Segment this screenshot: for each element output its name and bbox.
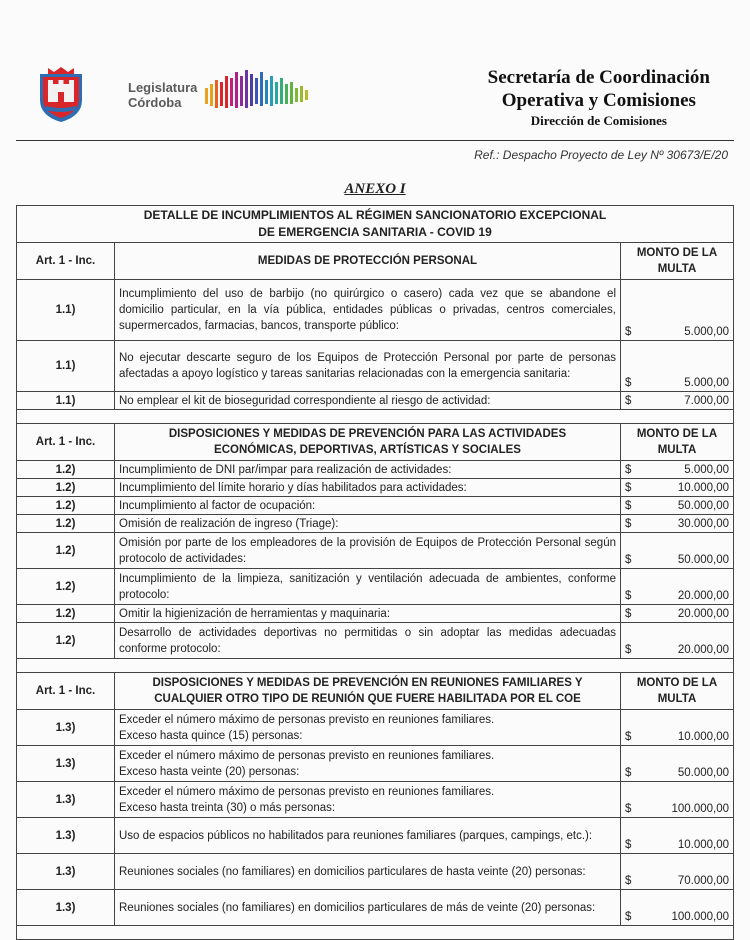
currency-symbol: $ [625,377,632,389]
amount-cell [621,854,734,890]
amount-cell [621,280,734,341]
section-heading [115,673,621,710]
inc-cell [17,515,115,533]
inc-number: 1.3) [55,757,76,770]
infraction-description: Incumplimiento del límite horario y días habilitados para actividades: [119,481,467,494]
currency-symbol: $ [625,326,632,338]
description-cell [115,515,621,533]
sanctions-table [16,205,734,940]
amount-cell [621,782,734,818]
col-header-monto-line1: MONTO DE LA [636,428,718,440]
amount-cell [621,605,734,623]
table-row [17,605,734,623]
amount-cell [621,533,734,569]
inc-cell [17,782,115,818]
amount-cell [621,461,734,479]
legislatura-line2: Córdoba [128,95,182,110]
amount-cell [621,623,734,659]
currency-symbol: $ [625,803,632,815]
amount-cell [621,818,734,854]
amount-cell [621,515,734,533]
infraction-description: Incumplimiento de DNI par/impar para realización de actividades: [119,463,452,476]
fine-amount: 100.000,00 [671,803,729,815]
col-header-inc [17,243,115,280]
col-header-monto-line1: MONTO DE LA [636,247,718,259]
inc-number: 1.1) [55,394,76,407]
fine-amount: 10.000,00 [677,839,729,851]
table-title-row [17,206,734,243]
table-title-line2: DE EMERGENCIA SANITARIA - COVID 19 [258,225,492,239]
fine-amount: 50.000,00 [677,767,729,779]
anexo-title: ANEXO I [344,181,406,197]
description-cell [115,710,621,746]
fine-amount: 100.000,00 [671,911,729,923]
col-header-monto [621,243,734,280]
inc-number: 1.2) [55,481,76,494]
col-header-inc-label: Art. 1 - Inc. [35,436,96,448]
infraction-description: Incumplimiento de la limpieza, sanitización y ventilación adecuada de ambientes, conforme protocolo: [119,572,616,601]
letterhead [0,0,750,162]
description-cell [115,746,621,782]
col-header-inc [17,424,115,461]
fine-amount: 7.000,00 [684,395,729,407]
description-cell [115,890,621,926]
inc-number: 1.3) [55,901,76,914]
section-spacer-row [17,410,734,424]
inc-number: 1.1) [55,304,76,316]
section-heading-line1: DISPOSICIONES Y MEDIDAS DE PREVENCIÓN PARA LAS ACTIVIDADES [168,428,567,440]
infraction-description: Exceder el número máximo de personas previsto en reuniones familiares. [119,749,495,762]
table-row [17,392,734,410]
inc-cell [17,392,115,410]
inc-number: 1.3) [55,865,76,878]
infraction-description: Omisión por parte de los empleadores de la provisión de Equipos de Protección Personal según protocolo de actividades: [119,536,616,565]
fine-amount: 5.000,00 [684,377,729,389]
section-header-row [17,424,734,461]
description-cell [115,392,621,410]
currency-symbol: $ [625,590,632,602]
reference-line: Ref.: Despacho Proyecto de Ley Nº 30673/E/20 [474,148,728,162]
currency-symbol: $ [625,464,632,476]
spacer-cell [17,410,734,424]
section-heading [115,243,621,280]
description-cell [115,854,621,890]
table-row [17,461,734,479]
col-header-monto-line2: MULTA [657,263,697,275]
table-row [17,341,734,392]
secretaria-line1: Secretaría de Coordinación [487,67,710,88]
section-heading-line1: DISPOSICIONES Y MEDIDAS DE PREVENCIÓN EN REUNIONES FAMILIARES Y [152,677,583,689]
table-row [17,479,734,497]
section-header-row [17,673,734,710]
table-row [17,623,734,659]
infraction-description: Exceder el número máximo de personas previsto en reuniones familiares. [119,785,495,798]
infraction-description: No emplear el kit de bioseguridad correspondiente al riesgo de actividad: [119,394,491,407]
inc-cell [17,569,115,605]
inc-cell [17,461,115,479]
table-title [17,206,734,243]
fine-amount: 20.000,00 [677,608,729,620]
inc-cell [17,746,115,782]
amount-cell [621,890,734,926]
fine-amount: 10.000,00 [677,482,729,494]
inc-cell [17,341,115,392]
fine-amount: 5.000,00 [684,464,729,476]
inc-number: 1.2) [55,517,76,530]
currency-symbol: $ [625,554,632,566]
description-cell [115,341,621,392]
amount-cell [621,746,734,782]
inc-number: 1.2) [55,607,76,620]
secretaria-heading [488,66,710,130]
table-row [17,818,734,854]
section-heading-line1: MEDIDAS DE PROTECCIÓN PERSONAL [257,255,478,267]
infraction-description: Exceder el número máximo de personas previsto en reuniones familiares. [119,713,495,726]
amount-cell [621,479,734,497]
description-cell [115,479,621,497]
inc-cell [17,854,115,890]
spacer-cell [17,926,734,940]
inc-cell [17,280,115,341]
description-cell [115,605,621,623]
col-header-monto-line2: MULTA [657,444,697,456]
inc-number: 1.2) [55,544,76,557]
fine-amount: 20.000,00 [677,644,729,656]
col-header-monto-line2: MULTA [657,693,697,705]
infraction-description: Omitir la higienización de herramientas y maquinaria: [119,607,391,620]
currency-symbol: $ [625,608,632,620]
infraction-description: Reuniones sociales (no familiares) en domicilios particulares de más de veinte (20) personas: [119,901,596,914]
col-header-monto [621,673,734,710]
currency-symbol: $ [625,875,632,887]
fine-amount: 20.000,00 [677,590,729,602]
fine-amount: 50.000,00 [677,554,729,566]
description-cell [115,782,621,818]
section-spacer-row [17,659,734,673]
legislatura-logo-text [128,80,197,110]
infraction-description: No ejecutar descarte seguro de los Equipos de Protección Personal por parte de personas afectadas a apoyo logístico y tareas sanitarias relacionadas con la emergencia sanitaria: [119,352,616,380]
description-cell [115,533,621,569]
table-row [17,746,734,782]
inc-number: 1.2) [55,634,76,647]
infraction-description: Omisión de realización de ingreso (Triage): [119,517,339,530]
currency-symbol: $ [625,731,632,743]
spacer-cell [17,659,734,673]
amount-cell [621,710,734,746]
amount-cell [621,569,734,605]
description-cell [115,497,621,515]
table-row [17,280,734,341]
section-heading [115,424,621,461]
col-header-inc-label: Art. 1 - Inc. [35,255,96,267]
col-header-inc-label: Art. 1 - Inc. [35,685,96,697]
description-cell [115,569,621,605]
currency-symbol: $ [625,395,632,407]
inc-cell [17,479,115,497]
direccion-line: Dirección de Comisiones [530,113,667,128]
inc-cell [17,710,115,746]
description-cell [115,280,621,341]
table-row [17,854,734,890]
table-row [17,710,734,746]
table-row [17,515,734,533]
fine-amount: 5.000,00 [684,326,729,338]
fine-amount: 10.000,00 [677,731,729,743]
section-heading-line2: CUALQUIER OTRO TIPO DE REUNIÓN QUE FUERE HABILITADA POR EL COE [154,693,581,705]
infraction-description: Incumplimiento al factor de ocupación: [119,499,316,512]
table-row [17,533,734,569]
col-header-inc [17,673,115,710]
section-header-row [17,243,734,280]
amount-cell [621,497,734,515]
inc-cell [17,533,115,569]
section-heading-line2: ECONÓMICAS, DEPORTIVAS, ARTÍSTICAS Y SOCIALES [214,444,521,456]
legislatura-bars-logo-icon [205,68,315,112]
currency-symbol: $ [625,839,632,851]
table-title-line1: DETALLE DE INCUMPLIMIENTOS AL RÉGIMEN SANCIONATORIO EXCEPCIONAL [143,208,607,222]
inc-number: 1.2) [55,463,76,476]
description-cell [115,818,621,854]
currency-symbol: $ [625,518,632,530]
infraction-detail: Exceso hasta treinta (30) o más personas: [119,801,336,814]
table-row [17,569,734,605]
secretaria-line2: Operativa y Comisiones [501,90,696,111]
inc-cell [17,497,115,515]
infraction-description: Desarrollo de actividades deportivas no permitidas o sin adoptar las medidas adecuadas conforme protocolo: [119,626,616,655]
legislatura-line1: Legislatura [128,80,198,95]
infraction-description: Reuniones sociales (no familiares) en domicilios particulares de hasta veinte (20) personas: [119,865,586,878]
inc-number: 1.3) [55,793,76,806]
inc-cell [17,890,115,926]
fine-amount: 70.000,00 [677,875,729,887]
infraction-description: Uso de espacios públicos no habilitados para reuniones familiares (parques, campings, etc.): [119,829,593,842]
inc-number: 1.3) [55,829,76,842]
inc-number: 1.1) [55,360,76,372]
header-divider [16,140,734,141]
inc-cell [17,623,115,659]
currency-symbol: $ [625,482,632,494]
infraction-detail: Exceso hasta veinte (20) personas: [119,765,300,778]
infraction-detail: Exceso hasta quince (15) personas: [119,729,303,742]
amount-cell [621,341,734,392]
table-row [17,497,734,515]
inc-number: 1.2) [55,499,76,512]
description-cell [115,461,621,479]
inc-number: 1.2) [55,580,76,593]
currency-symbol: $ [625,500,632,512]
infraction-description: Incumplimiento del uso de barbijo (no quirúrgico o casero) cada vez que se abandone el domicilio particular, en la vía pública, entidades públicas o privadas, centros comerciales, supermercados, farmacias, bancos, transporte público: [119,288,616,332]
table-row [17,890,734,926]
table-row [17,782,734,818]
section-spacer-row [17,926,734,940]
currency-symbol: $ [625,644,632,656]
currency-symbol: $ [625,767,632,779]
col-header-monto-line1: MONTO DE LA [636,677,718,689]
currency-symbol: $ [625,911,632,923]
inc-cell [17,818,115,854]
amount-cell [621,392,734,410]
fine-amount: 30.000,00 [677,518,729,530]
inc-number: 1.3) [55,721,76,734]
col-header-monto [621,424,734,461]
description-cell [115,623,621,659]
inc-cell [17,605,115,623]
cordoba-coat-of-arms-icon [36,66,86,124]
fine-amount: 50.000,00 [677,500,729,512]
